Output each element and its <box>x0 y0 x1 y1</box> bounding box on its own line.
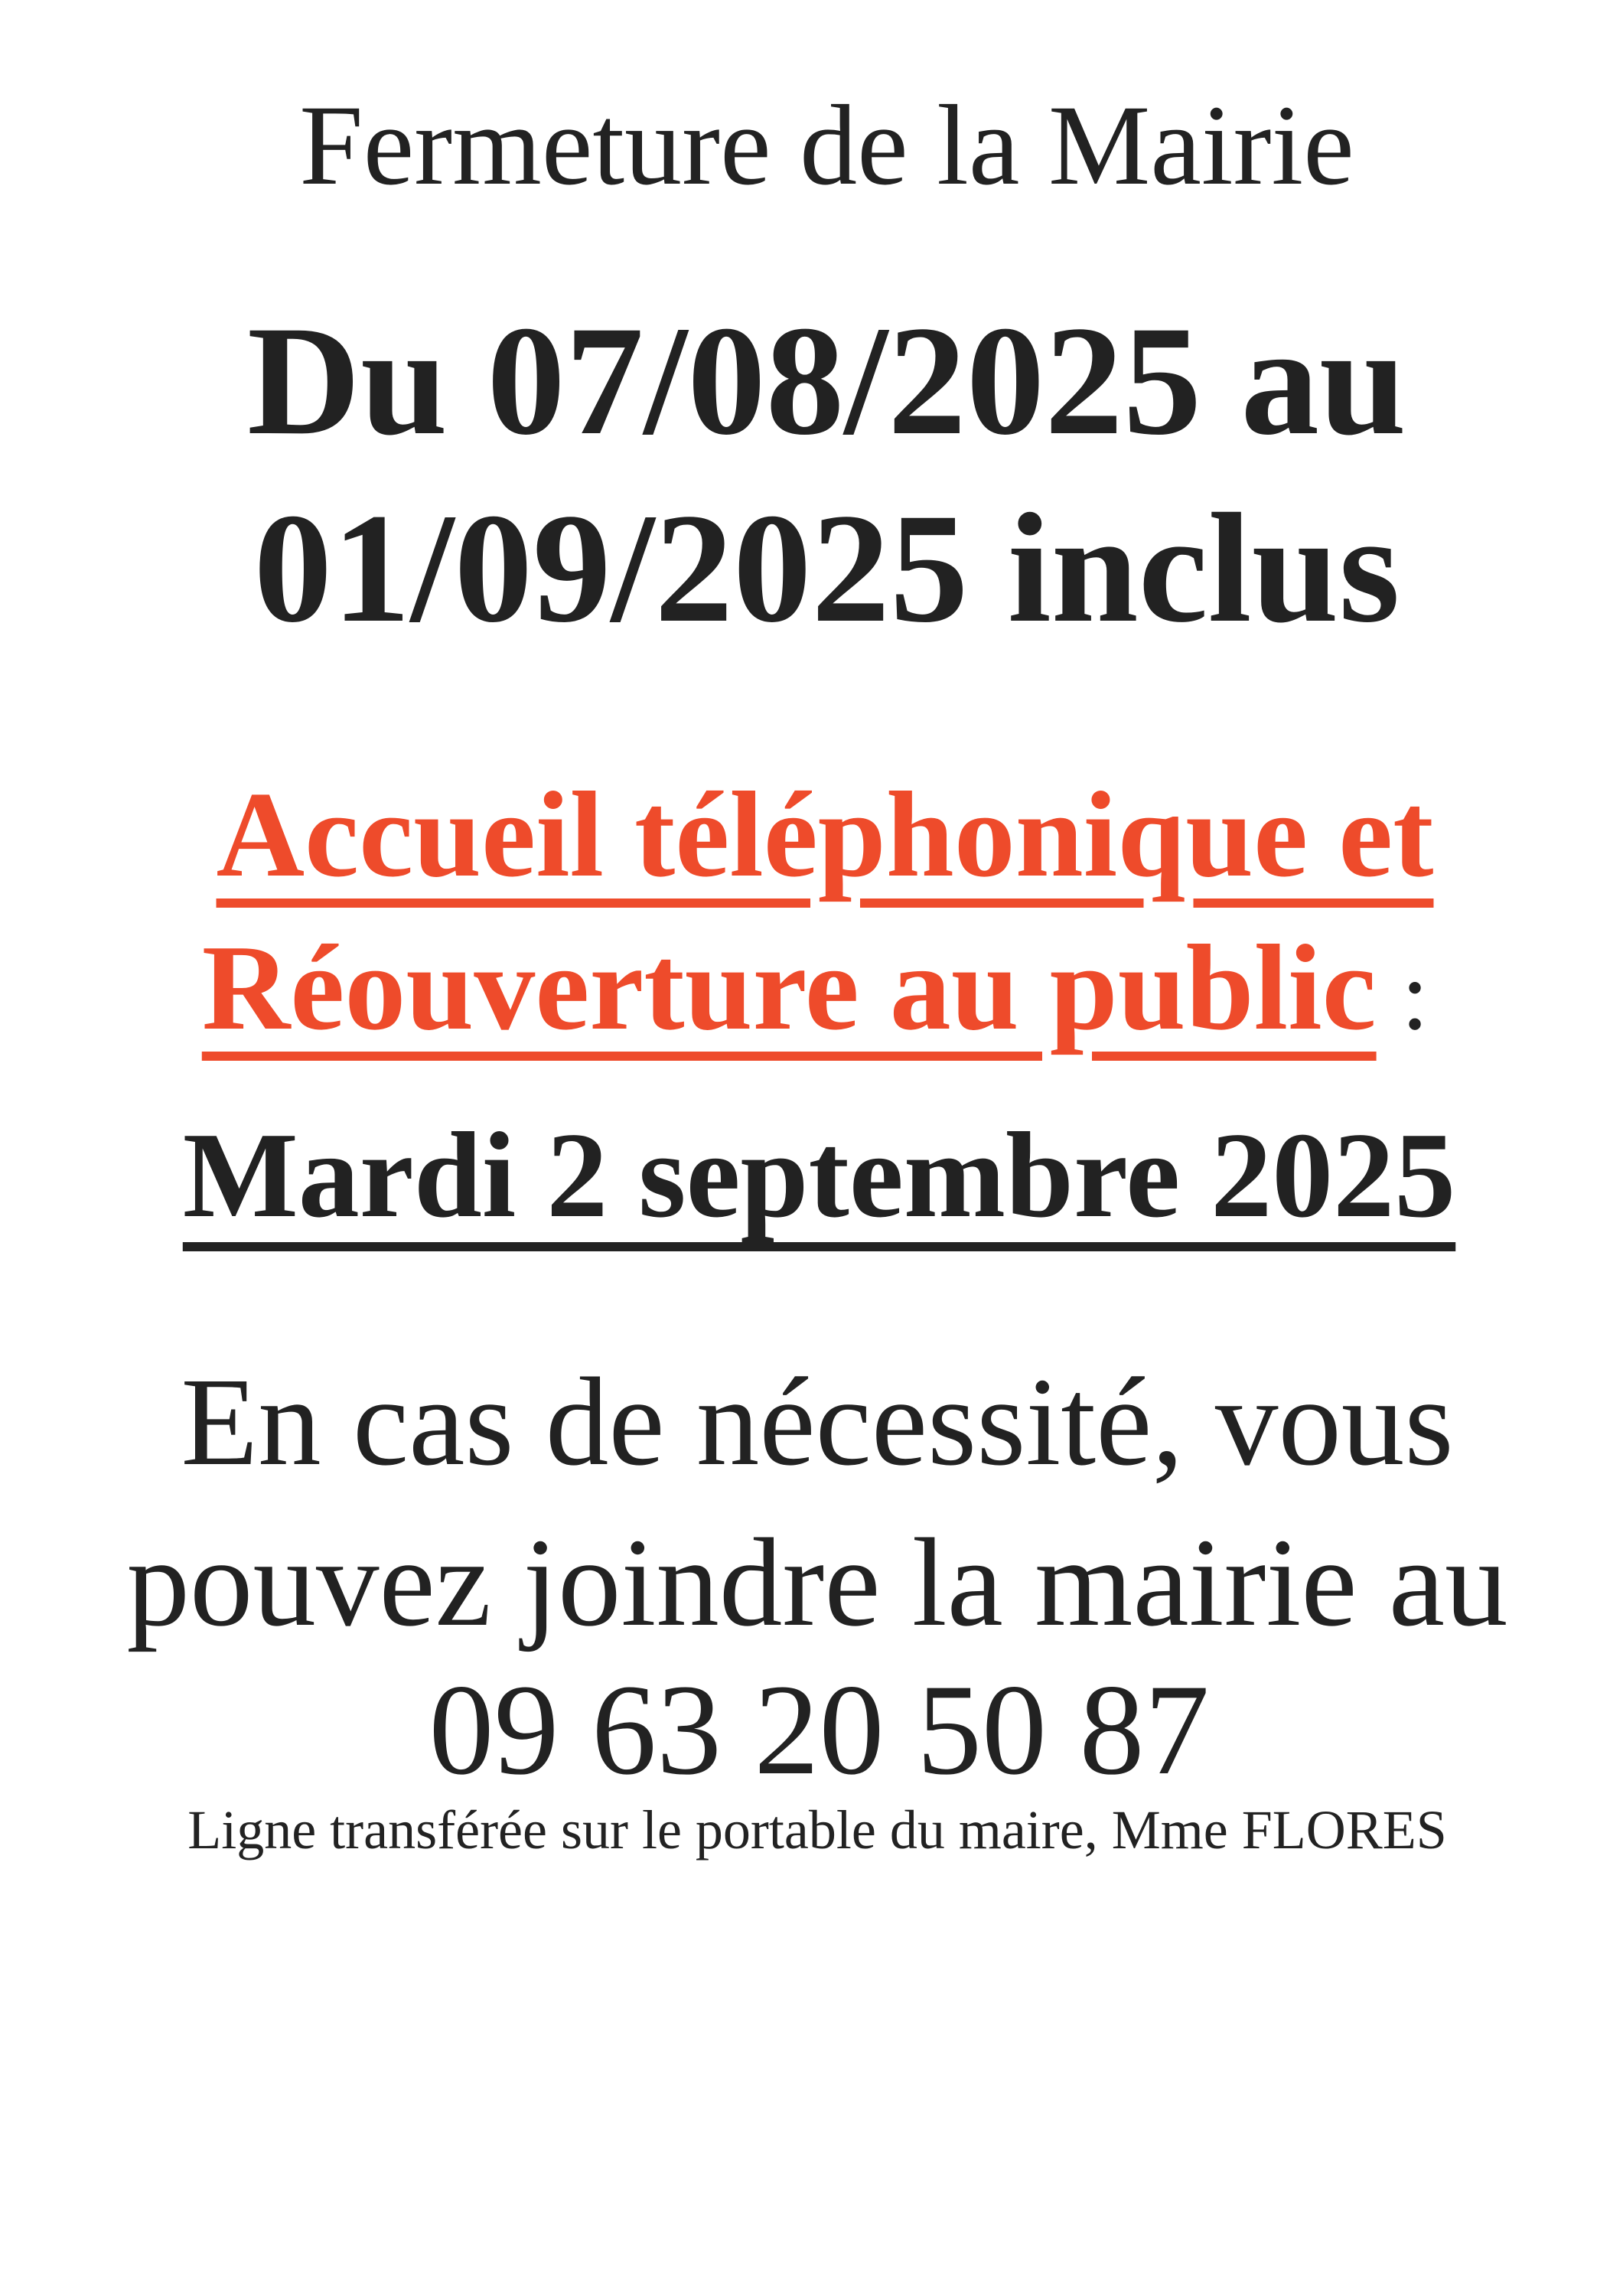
reopening-colon: : <box>1401 941 1429 1051</box>
contact-transfer-note: Ligne transférée sur le portable du maire, Mme FLORES <box>187 1799 1447 1861</box>
closure-period-line-1: Du 07/08/2025 au <box>247 294 1406 468</box>
closure-period-line-2: 01/09/2025 inclus <box>253 481 1400 655</box>
contact-line-2: pouvez joindre la mairie au <box>126 1512 1508 1652</box>
reopening-heading-line-2 <box>0 919 1623 1055</box>
reopening-date-line <box>0 1107 1623 1243</box>
contact-line-1: En cas de nécessité, vous <box>181 1352 1454 1492</box>
notice-title: Fermeture de la Mairie <box>299 82 1354 209</box>
reopening-date: Mardi 2 septembre 2025 <box>182 1107 1456 1243</box>
reopening-heading-line-1 <box>0 766 1623 902</box>
reopening-heading-text-2: Réouverture au public <box>201 919 1377 1055</box>
contact-phone-number: 09 63 20 50 87 <box>429 1658 1210 1802</box>
reopening-heading-text-1: Accueil téléphonique et <box>216 766 1434 902</box>
